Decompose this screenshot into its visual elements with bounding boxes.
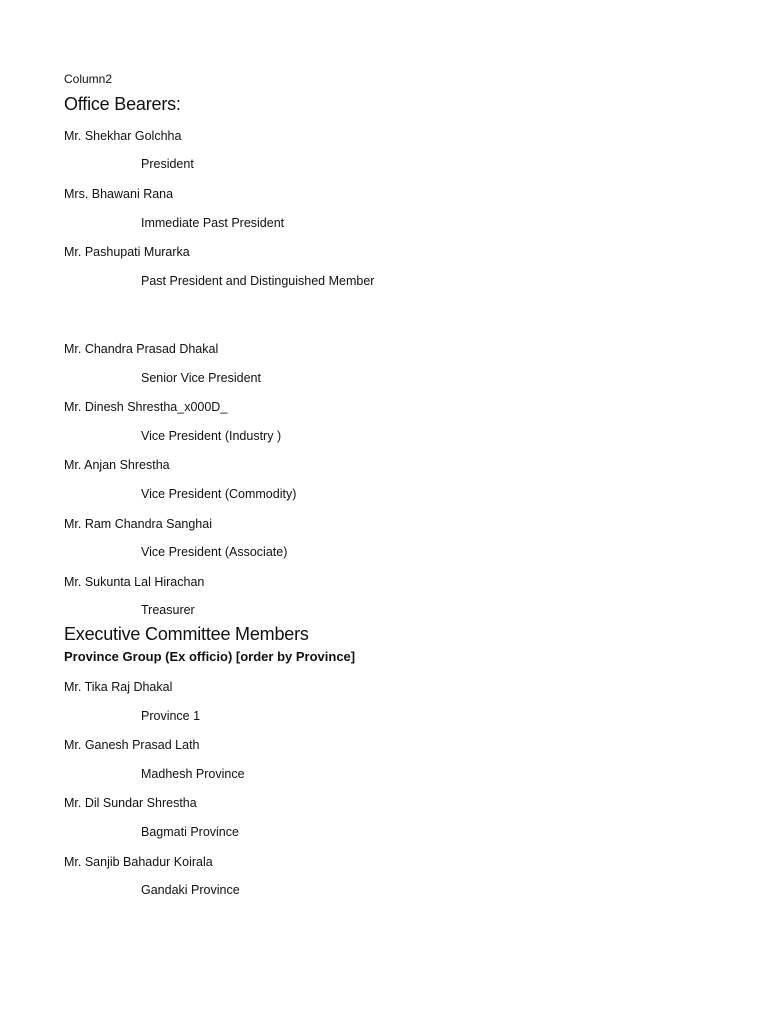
member-role: Immediate Past President	[141, 216, 285, 230]
member-name: Mr. Ganesh Prasad Lath	[64, 738, 200, 752]
member-role: Vice President (Commodity)	[141, 487, 297, 501]
member-role: Bagmati Province	[141, 825, 239, 839]
member-role: Vice President (Industry )	[141, 429, 282, 443]
member-name: Mr. Chandra Prasad Dhakal	[64, 342, 219, 356]
office-bearers-heading: Office Bearers:	[64, 94, 181, 114]
member-role: Gandaki Province	[141, 883, 240, 897]
member-role: Past President and Distinguished Member	[141, 274, 375, 288]
member-role: Vice President (Associate)	[141, 545, 288, 559]
province-group-subheading: Province Group (Ex officio) [order by Province]	[64, 649, 356, 664]
member-role: Madhesh Province	[141, 767, 245, 781]
member-role: Treasurer	[141, 603, 195, 617]
member-name: Mr. Tika Raj Dhakal	[64, 680, 173, 694]
member-role: President	[141, 157, 194, 171]
member-role: Province 1	[141, 709, 201, 723]
member-name: Mr. Sanjib Bahadur Koirala	[64, 855, 213, 869]
member-role: Senior Vice President	[141, 371, 261, 385]
executive-committee-heading: Executive Committee Members	[64, 624, 309, 644]
member-name: Mr. Sukunta Lal Hirachan	[64, 575, 205, 589]
member-name: Mr. Pashupati Murarka	[64, 245, 190, 259]
column-label: Column2	[64, 72, 113, 86]
member-name: Mr. Dil Sundar Shrestha	[64, 796, 197, 810]
member-name: Mr. Anjan Shrestha	[64, 458, 170, 472]
member-name: Mr. Shekhar Golchha	[64, 129, 182, 143]
member-name: Mr. Dinesh Shrestha_x000D_	[64, 400, 228, 414]
member-name: Mrs. Bhawani Rana	[64, 187, 174, 201]
member-name: Mr. Ram Chandra Sanghai	[64, 517, 212, 531]
